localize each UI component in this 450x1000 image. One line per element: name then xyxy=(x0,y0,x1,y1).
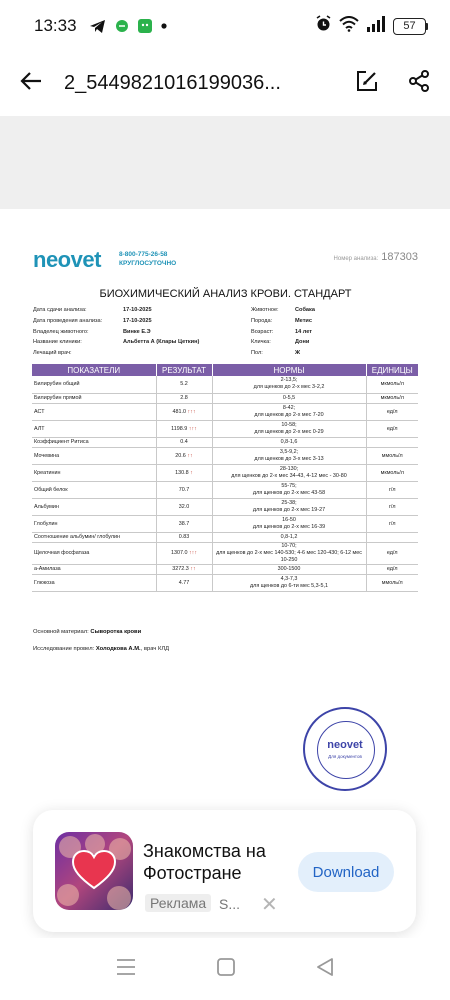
alarm-icon xyxy=(315,15,332,37)
heart-icon xyxy=(72,850,116,895)
result-flag: ↑↑↑ xyxy=(188,550,198,556)
norm-puppy: для щенков до 2-х мес 16-39 xyxy=(252,523,326,530)
result-value: 0.83 xyxy=(178,534,190,540)
result-value: 1198.9 xyxy=(171,425,188,432)
system-nav-bar xyxy=(0,938,450,1000)
norm-main: 25-38; xyxy=(281,499,297,506)
result-cell xyxy=(156,420,212,437)
info-value: Метис xyxy=(295,317,312,324)
result-cell xyxy=(156,574,212,591)
result-value: 5.2 xyxy=(180,381,188,388)
result-cell xyxy=(156,376,212,393)
result-cell xyxy=(156,542,212,564)
col-result: РЕЗУЛЬТАТ xyxy=(156,364,212,376)
indicator-name: Общий белок xyxy=(32,481,156,498)
indicator-name: АЛТ xyxy=(32,420,156,437)
result-value: 3272.3 xyxy=(172,566,189,572)
result-value: 70.7 xyxy=(178,486,190,493)
status-bar xyxy=(0,0,450,52)
info-label: Название клиники: xyxy=(33,339,82,346)
norm-puppy: для щенков до 6-ти мес 5,3-5,1 xyxy=(250,582,328,589)
norm-puppy: для щенков до 3-х мес 3-13 xyxy=(254,455,324,462)
indicator-name: Коэффициент Ритиса xyxy=(32,437,156,447)
table-row xyxy=(32,481,418,498)
indicator-name: Глюкоза xyxy=(32,574,156,591)
info-value: 14 лет xyxy=(295,328,313,335)
table-row xyxy=(32,420,418,437)
norm-cell xyxy=(212,515,366,532)
unit-cell: ед/л xyxy=(366,564,418,574)
performer-label: Исследование провел: xyxy=(33,646,95,652)
table-row xyxy=(32,515,418,532)
results-header-row xyxy=(32,364,418,376)
chat-bubble-icon xyxy=(115,19,129,33)
info-label: Животное: xyxy=(251,307,279,313)
edit-icon[interactable] xyxy=(356,70,378,97)
info-label: Пол: xyxy=(251,350,263,357)
result-cell xyxy=(156,564,212,574)
result-value: 1307.0 xyxy=(170,550,188,556)
norm-cell xyxy=(212,532,366,542)
norm-main: 0,8-1,2 xyxy=(280,533,298,540)
unit-cell: мкмоль/л xyxy=(366,393,418,403)
result-value: 38.7 xyxy=(178,520,190,527)
norm-main: 0,8-1,6 xyxy=(280,438,298,445)
result-cell xyxy=(156,481,212,498)
ad-label: Реклама xyxy=(145,894,211,912)
info-label: Возраст: xyxy=(251,328,274,335)
ad-image[interactable] xyxy=(55,832,133,910)
table-row xyxy=(32,574,418,591)
norm-main: 300-1500 xyxy=(277,565,301,572)
unit-cell: ед/л xyxy=(366,403,418,420)
patient-info xyxy=(33,307,418,361)
result-cell xyxy=(156,437,212,447)
unit-cell: ммоль/л xyxy=(366,447,418,464)
info-row xyxy=(33,339,418,350)
app-bar xyxy=(0,52,450,114)
result-flag: ↑↑↑ xyxy=(187,408,196,415)
info-label: Владелец животного: xyxy=(33,328,89,335)
signal-icon xyxy=(366,16,386,37)
unit-cell: ммоль/л xyxy=(366,574,418,591)
unit-cell: мкмоль/л xyxy=(366,376,418,393)
ad-title[interactable]: Знакомства на Фотостране xyxy=(143,841,266,883)
doc-title: БИОХИМИЧЕСКИЙ АНАЛИЗ КРОВИ. СТАНДАРТ xyxy=(99,288,352,300)
ad-source: S... xyxy=(219,896,241,912)
result-cell xyxy=(156,515,212,532)
clinic-phone: 8-800-775-26-58 xyxy=(119,251,168,258)
norm-cell xyxy=(212,481,366,498)
doc-header xyxy=(33,247,418,273)
norm-main: 10-58; xyxy=(281,421,297,428)
norm-cell xyxy=(212,376,366,393)
clinic-stamp xyxy=(303,707,387,791)
wifi-icon xyxy=(339,16,359,37)
result-value: 4.77 xyxy=(178,579,190,586)
performer-suffix: , врач КЛД xyxy=(140,646,170,652)
norm-cell xyxy=(212,574,366,591)
file-title: 2_5449821016199036... xyxy=(64,71,281,94)
unit-cell xyxy=(366,532,418,542)
table-row xyxy=(32,437,418,447)
norm-cell xyxy=(212,447,366,464)
info-label: Порода: xyxy=(251,317,273,324)
info-value: Винке Е.Э xyxy=(123,328,151,335)
info-value: 17-10-2025 xyxy=(123,307,152,313)
table-row xyxy=(32,403,418,420)
results-table xyxy=(32,364,418,592)
stamp-caption: Для документов xyxy=(328,754,362,759)
table-row xyxy=(32,464,418,481)
home-icon[interactable] xyxy=(217,958,235,981)
unit-cell: г/л xyxy=(366,515,418,532)
unit-cell: г/л xyxy=(366,498,418,515)
col-norms: НОРМЫ xyxy=(212,364,366,376)
dot-icon xyxy=(161,23,167,29)
indicator-name: Мочевина xyxy=(32,447,156,464)
norm-cell xyxy=(212,564,366,574)
document-viewer[interactable] xyxy=(0,116,450,846)
info-row xyxy=(33,318,418,329)
table-row xyxy=(32,564,418,574)
info-value: 17-10-2025 xyxy=(123,317,152,324)
clinic-logo: neovet xyxy=(33,247,101,272)
info-value: Дони xyxy=(295,339,310,346)
document-page xyxy=(0,209,450,846)
norm-main: 8-42; xyxy=(282,404,296,411)
unit-cell: г/л xyxy=(366,481,418,498)
norm-puppy: для щенков до 2-х мес 34-43, 4-12 мес - 30-80 xyxy=(231,472,347,479)
norm-main: 28-130; xyxy=(279,465,299,472)
result-flag: ↑↑ xyxy=(190,566,196,572)
col-indicator: ПОКАЗАТЕЛИ xyxy=(32,364,156,376)
battery-level: 57 xyxy=(393,18,426,35)
result-cell xyxy=(156,393,212,403)
analysis-number-value: 187303 xyxy=(381,251,418,263)
info-label: Кличка: xyxy=(251,339,271,346)
performer-line xyxy=(33,646,169,652)
info-label: Лечащий врач: xyxy=(33,350,72,357)
share-icon[interactable] xyxy=(408,70,430,97)
info-row xyxy=(33,307,418,318)
norm-cell xyxy=(212,498,366,515)
result-flag: ↑ xyxy=(190,469,193,476)
back-arrow-icon[interactable] xyxy=(20,71,42,96)
info-value: Ж xyxy=(295,350,301,357)
result-value: 481.0 xyxy=(172,408,186,415)
result-cell xyxy=(156,498,212,515)
table-row xyxy=(32,393,418,403)
norm-main: 55-75; xyxy=(281,482,297,489)
clinic-hours: КРУГЛОСУТОЧНО xyxy=(119,260,177,267)
unit-cell xyxy=(366,437,418,447)
info-value: Альбетта А (Клары Цеткин) xyxy=(123,339,200,346)
norm-main: 4,3-7,3 xyxy=(280,575,298,582)
battery-icon xyxy=(393,18,428,35)
norm-main: 3,5-9,2; xyxy=(279,448,299,455)
indicator-name: Билирубин прямой xyxy=(32,393,156,403)
indicator-name: АСТ xyxy=(32,403,156,420)
table-row xyxy=(32,542,418,564)
indicator-name: Соотношение альбумин/ глобулин xyxy=(32,532,156,542)
result-flag: ↑↑ xyxy=(187,452,193,459)
indicator-name: Креатинин xyxy=(32,464,156,481)
recents-icon[interactable] xyxy=(116,958,136,981)
status-time: 13:33 xyxy=(34,16,77,35)
result-value: 20.6 xyxy=(175,452,186,459)
indicator-name: Глобулин xyxy=(32,515,156,532)
analysis-number-label: Номер анализа: xyxy=(333,256,379,262)
download-button[interactable]: Download xyxy=(298,852,394,892)
indicator-name: а-Амилаза xyxy=(32,564,156,574)
result-cell xyxy=(156,464,212,481)
indicator-name: Билирубин общий xyxy=(32,376,156,393)
material-line xyxy=(33,629,141,635)
result-value: 2.8 xyxy=(180,395,188,401)
telegram-icon xyxy=(89,19,106,34)
info-value: Собака xyxy=(295,307,315,313)
unit-cell: ед/л xyxy=(366,542,418,564)
result-cell xyxy=(156,447,212,464)
norm-cell xyxy=(212,542,366,564)
norm-main: 16-50 xyxy=(282,516,296,523)
norm-puppy: для щенков до 2-х мес 19-27 xyxy=(252,506,326,513)
col-units: ЕДИНИЦЫ xyxy=(366,364,418,376)
unit-cell: ед/л xyxy=(366,420,418,437)
norm-puppy: для щенков до 2-х мес 43-58 xyxy=(252,489,326,496)
result-value: 32.0 xyxy=(178,503,190,510)
result-cell xyxy=(156,403,212,420)
unit-cell: мкмоль/л xyxy=(366,464,418,481)
norm-main: 10-70; xyxy=(281,542,297,549)
norm-puppy: для щенков до 2-х мес 7-20 xyxy=(254,411,324,418)
norm-main: 0-5,5 xyxy=(282,394,296,401)
indicator-name: Альбумин xyxy=(32,498,156,515)
table-row xyxy=(32,532,418,542)
info-label: Дата сдачи анализа: xyxy=(33,307,87,313)
result-cell xyxy=(156,532,212,542)
close-icon[interactable]: ✕ xyxy=(261,894,278,916)
norm-puppy: для щенков до 2-х мес 0-29 xyxy=(254,428,324,435)
analysis-number xyxy=(334,251,418,263)
ad-banner[interactable] xyxy=(33,810,416,932)
table-row xyxy=(32,447,418,464)
result-flag: ↑↑↑ xyxy=(188,425,197,432)
norm-cell xyxy=(212,464,366,481)
norm-puppy: для щенков до 2-х мес 140-530; 4-6 мес 120-430; 6-12 мес 10-250 xyxy=(216,549,362,563)
norm-main: 2-13,5; xyxy=(280,377,298,384)
performer-value: Холодкова А.М. xyxy=(95,646,141,652)
info-row xyxy=(33,329,418,340)
table-row xyxy=(32,498,418,515)
indicator-name: Щелочная фосфатаза xyxy=(32,542,156,564)
result-value: 0.4 xyxy=(180,439,188,445)
clinic-contact xyxy=(119,250,176,268)
table-row xyxy=(32,376,418,393)
norm-cell xyxy=(212,420,366,437)
result-value: 130.8 xyxy=(175,469,189,476)
norm-cell xyxy=(212,393,366,403)
material-label: Основной материал: xyxy=(33,629,89,635)
norm-cell xyxy=(212,403,366,420)
norm-puppy: для щенков до 2-х мес 3-2,2 xyxy=(253,384,325,391)
wechat-icon xyxy=(138,18,152,34)
norm-cell xyxy=(212,437,366,447)
back-icon[interactable] xyxy=(316,958,334,981)
info-label: Дата проведения анализа: xyxy=(33,317,103,324)
material-value: Сыворотка крови xyxy=(90,629,142,635)
stamp-logo: neovet xyxy=(327,739,363,751)
info-row xyxy=(33,350,418,361)
